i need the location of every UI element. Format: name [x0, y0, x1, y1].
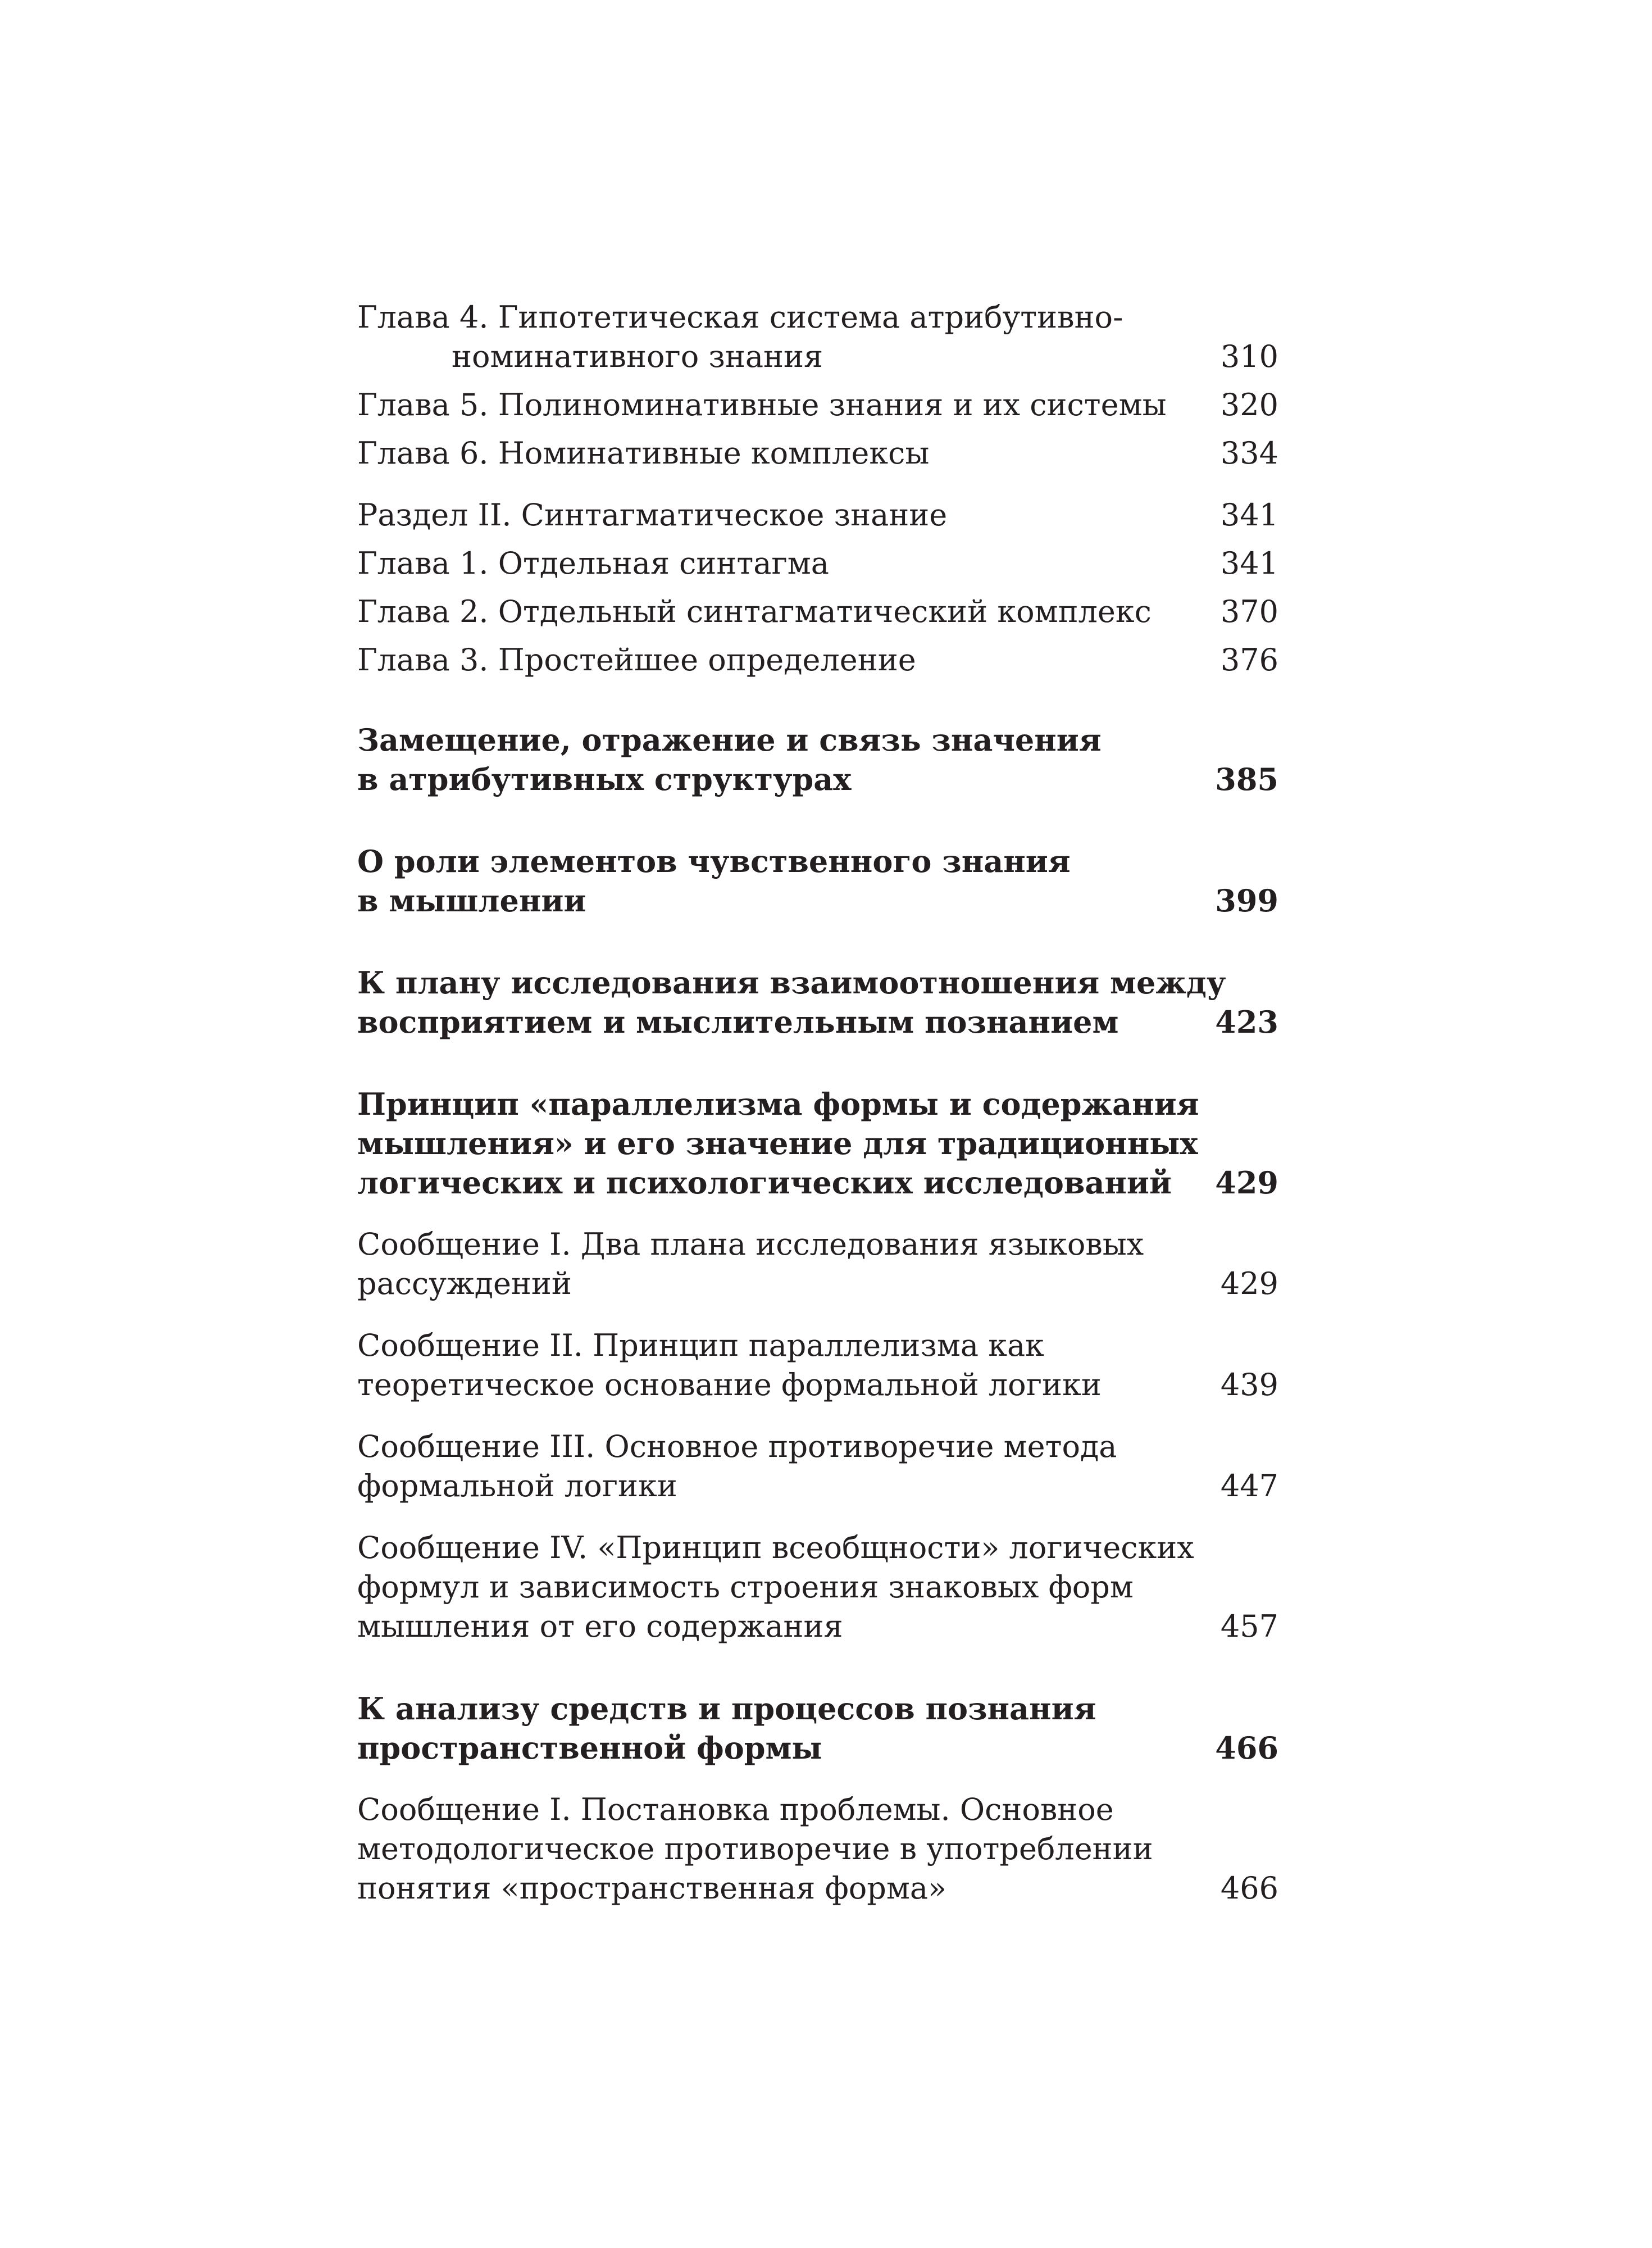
- toc-page-number: 457: [1220, 1609, 1278, 1644]
- toc-entry-line: Сообщение IV. «Принцип всеобщности» логических: [357, 1530, 1194, 1565]
- toc-entry-line: формул и зависимость строения знаковых форм: [357, 1569, 1134, 1605]
- toc-section-line: К анализу средств и процессов познания: [357, 1691, 1096, 1727]
- toc-entry-line: понятия «пространственная форма»: [357, 1870, 947, 1906]
- toc-section-line: в атрибутивных структурах: [357, 761, 852, 797]
- toc-section-line: восприятием и мыслительным познанием: [357, 1004, 1119, 1040]
- toc-entry-line: формальной логики: [357, 1468, 677, 1504]
- toc-entry-line: Глава 6. Номинативные комплексы: [357, 435, 930, 471]
- toc-entry: [357, 1326, 1278, 1405]
- toc-section-line: К плану исследования взаимоотношения между: [357, 965, 1226, 1001]
- toc-entry: [357, 1427, 1278, 1506]
- toc-section-line: Замещение, отражение и связь значения: [357, 722, 1102, 758]
- toc-entry-line: рассуждений: [357, 1266, 572, 1301]
- toc-page-number: 376: [1220, 642, 1278, 678]
- toc-section: [357, 842, 1278, 920]
- toc-page-number: 320: [1220, 387, 1278, 423]
- toc-page-number: 429: [1215, 1165, 1278, 1201]
- toc-entry: [357, 1225, 1278, 1304]
- toc-page-number: 385: [1215, 761, 1278, 797]
- toc-entry: [357, 434, 1278, 473]
- toc-section: [357, 1689, 1278, 1768]
- toc-page-number: 439: [1220, 1367, 1278, 1402]
- toc-entry-line: методологическое противоречие в употреблении: [357, 1831, 1153, 1866]
- toc-entry-line: Сообщение II. Принцип параллелизма как: [357, 1328, 1044, 1363]
- toc-section-line: пространственной формы: [357, 1730, 822, 1766]
- toc-entry: [357, 298, 1278, 376]
- toc-page-number: 310: [1220, 339, 1278, 374]
- toc-entry: [357, 592, 1278, 632]
- toc-entry-line: мышления от его содержания: [357, 1609, 843, 1644]
- toc-entry-line: Сообщение I. Два плана исследования языковых: [357, 1227, 1144, 1262]
- toc-entry-line: Глава 4. Гипотетическая система атрибутивно-: [357, 299, 1123, 335]
- toc-section-line: мышления» и его значение для традиционных: [357, 1125, 1198, 1161]
- toc-page-number: 429: [1220, 1266, 1278, 1301]
- toc-section-line: Принцип «параллелизма формы и содержания: [357, 1086, 1199, 1122]
- toc-entry: [357, 544, 1278, 583]
- toc-page-number: 423: [1215, 1004, 1278, 1040]
- toc-page-number: 341: [1220, 546, 1278, 581]
- toc-entry-line: номинативного знания: [452, 339, 823, 374]
- toc-section-line: О роли элементов чувственного знания: [357, 843, 1071, 879]
- toc-page-number: 341: [1220, 497, 1278, 533]
- toc-entry-line: теоретическое основание формальной логики: [357, 1367, 1102, 1402]
- toc-section: [357, 720, 1278, 799]
- toc-entry: [357, 1790, 1278, 1908]
- toc-page-number: 334: [1220, 435, 1278, 471]
- toc-entry-line: Глава 2. Отдельный синтагматический комплекс: [357, 594, 1152, 629]
- toc-entry-line: Глава 1. Отдельная синтагма: [357, 546, 829, 581]
- toc-entry: [357, 385, 1278, 425]
- toc-entry-line: Глава 3. Простейшее определение: [357, 642, 916, 678]
- toc-entry-line: Сообщение III. Основное противоречие метода: [357, 1429, 1117, 1464]
- toc-section: [357, 1084, 1278, 1202]
- toc-section: [357, 963, 1278, 1042]
- toc-entry-line: Раздел II. Синтагматическое знание: [357, 497, 948, 533]
- toc-entry-line: Сообщение I. Постановка проблемы. Основное: [357, 1792, 1114, 1827]
- toc-page-number: 399: [1215, 883, 1278, 919]
- toc-page-number: 370: [1220, 594, 1278, 629]
- toc-entry: [357, 496, 1278, 535]
- toc-page-number: 466: [1215, 1730, 1278, 1766]
- toc-entry: [357, 1528, 1278, 1646]
- toc-section-line: логических и психологических исследований: [357, 1165, 1172, 1201]
- table-of-contents: [357, 298, 1278, 1908]
- toc-entry-line: Глава 5. Полиноминативные знания и их системы: [357, 387, 1167, 423]
- toc-page-number: 447: [1220, 1468, 1278, 1504]
- toc-page-number: 466: [1220, 1870, 1278, 1906]
- toc-section-line: в мышлении: [357, 883, 586, 919]
- toc-entry: [357, 641, 1278, 680]
